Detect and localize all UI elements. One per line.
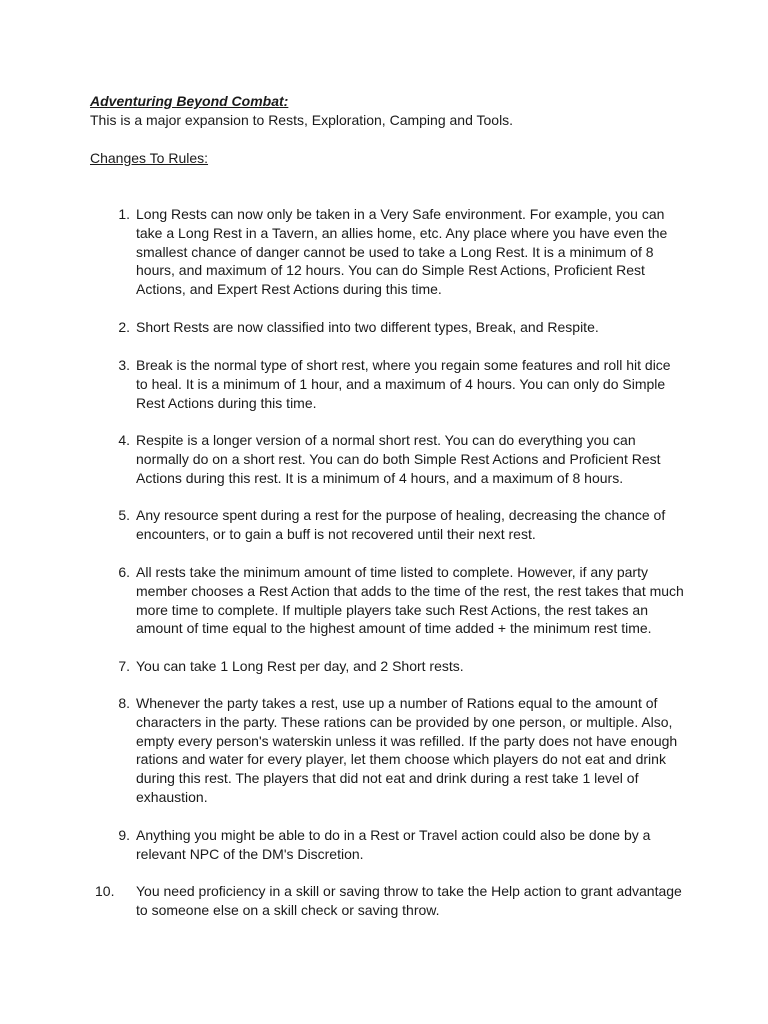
rule-text: You can take 1 Long Rest per day, and 2 Short rests. xyxy=(136,658,464,674)
rule-text: All rests take the minimum amount of time listed to complete. However, if any party member chooses a Rest Action that adds to the time of the rest, the rest takes that much more time to complete. If multiple players take such Rest Actions, the rest takes an amount of time equal to the highest amount of time added + the minimum rest time. xyxy=(136,564,684,637)
rule-number: 8. xyxy=(118,695,130,711)
rule-item-4 xyxy=(118,431,684,487)
rule-item-3 xyxy=(118,356,684,412)
rule-item-7 xyxy=(118,657,684,676)
rule-text: Anything you might be able to do in a Rest or Travel action could also be done by a relevant NPC of the DM's Discretion. xyxy=(136,827,651,862)
rule-number: 9. xyxy=(118,827,130,843)
rule-number: 3. xyxy=(118,357,130,373)
rule-text: Long Rests can now only be taken in a Very Safe environment. For example, you can take a Long Rest in a Tavern, an allies home, etc. Any place where you have even the smallest chance of danger cannot be used to take a Long Rest. It is a minimum of 8 hours, and maximum of 12 hours. You can do Simple Rest Actions, Proficient Rest Actions, and Expert Rest Actions during this time. xyxy=(136,206,668,298)
rule-text: Whenever the party takes a rest, use up a number of Rations equal to the amount of characters in the party. These rations can be provided by one person, or multiple. Also, empty every person's waterskin unless it was refilled. If the party does not have enough rations and water for every player, let them choose which players do not eat and drink during this rest. The players that did not eat and drink during a rest take 1 level of exhaustion. xyxy=(136,695,678,805)
rule-number: 2. xyxy=(118,319,130,335)
rule-text: You need proficiency in a skill or saving throw to take the Help action to grant advantage to someone else on a skill check or saving throw. xyxy=(136,883,682,918)
rule-item-1 xyxy=(118,205,684,299)
rule-text: Short Rests are now classified into two different types, Break, and Respite. xyxy=(136,319,599,335)
rule-number: 7. xyxy=(118,658,130,674)
section-heading: Changes To Rules: xyxy=(90,150,209,166)
document-title: Adventuring Beyond Combat: xyxy=(90,93,289,109)
rule-number: 1. xyxy=(118,206,130,222)
rule-item-9 xyxy=(118,826,684,864)
rule-item-5 xyxy=(118,506,684,544)
rule-item-8 xyxy=(118,694,684,807)
rule-number: 4. xyxy=(118,432,130,448)
rule-item-2 xyxy=(118,318,684,337)
rule-item-10 xyxy=(95,882,684,920)
rule-text: Respite is a longer version of a normal short rest. You can do everything you can normally do on a short rest. You can do both Simple Rest Actions and Proficient Rest Actions during this rest. It is a minimum of 4 hours, and a maximum of 8 hours. xyxy=(136,432,661,486)
document-subtitle: This is a major expansion to Rests, Exploration, Camping and Tools. xyxy=(90,112,514,128)
rule-text: Any resource spent during a rest for the purpose of healing, decreasing the chance of encounters, or to gain a buff is not recovered until their next rest. xyxy=(136,507,666,542)
rule-number: 5. xyxy=(118,507,130,523)
rule-number: 10. xyxy=(95,883,115,899)
rule-item-6 xyxy=(118,563,684,638)
rule-number: 6. xyxy=(118,564,130,580)
rule-text: Break is the normal type of short rest, where you regain some features and roll hit dice to heal. It is a minimum of 1 hour, and a maximum of 4 hours. You can only do Simple Rest Actions during this time. xyxy=(136,357,671,411)
